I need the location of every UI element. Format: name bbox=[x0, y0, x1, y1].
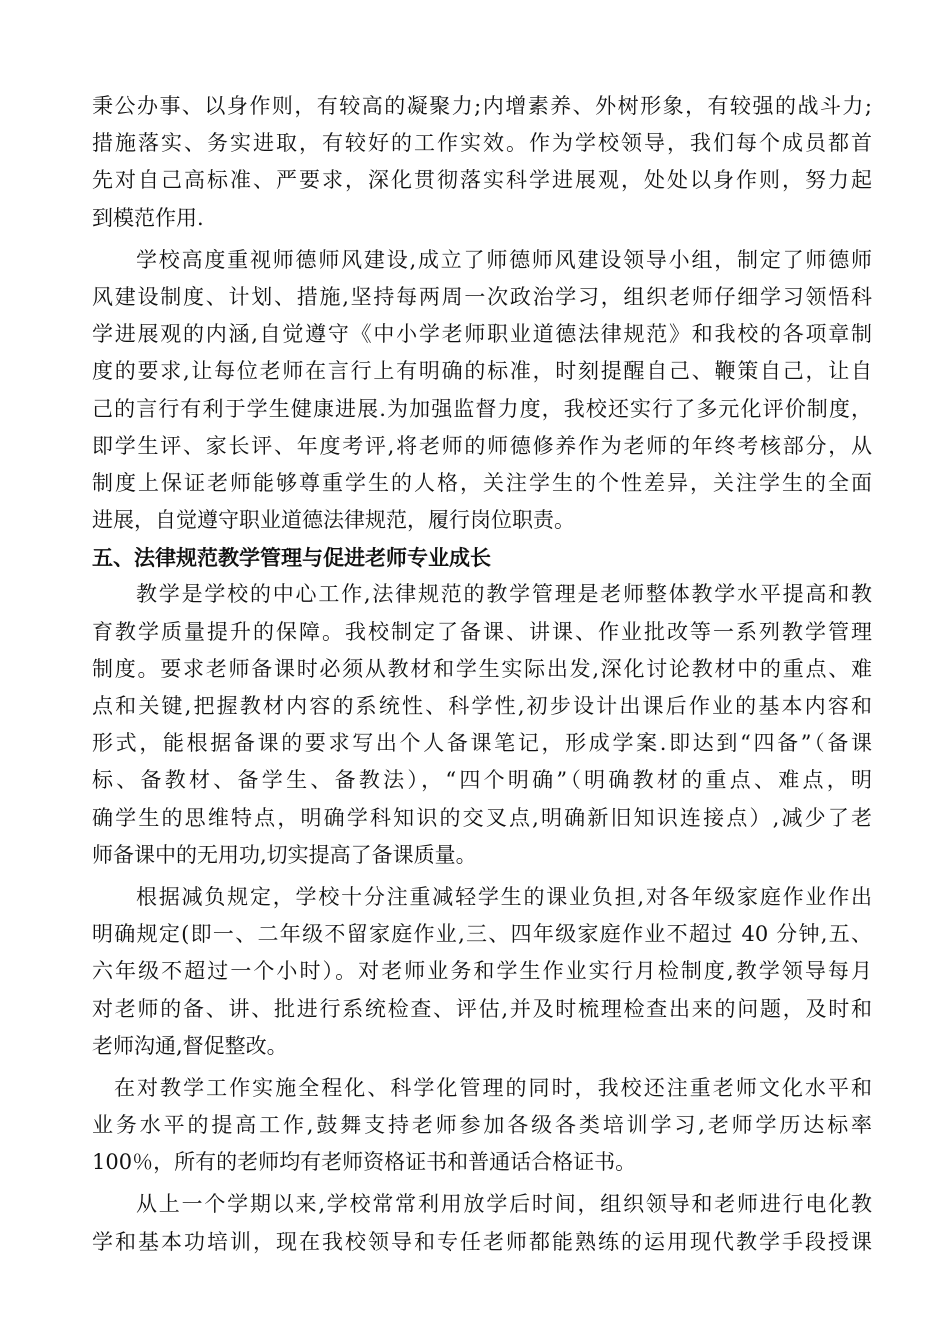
text-line: 制度。要求老师备课时必须从教材和学生实际出发,深化讨论教材中的重点、难 bbox=[92, 656, 872, 681]
text-line: 学和基本功培训，现在我校领导和专任老师都能熟练的运用现代教学手段授课 bbox=[92, 1229, 872, 1254]
text-line: 风建设制度、计划、措施,坚持每两周一次政治学习，组织老师仔细学习领悟科 bbox=[92, 284, 872, 309]
text-line: 在对教学工作实施全程化、科学化管理的同时，我校还注重老师文化水平和 bbox=[114, 1075, 872, 1100]
section-heading: 五、法律规范教学管理与促进老师专业成长 bbox=[92, 545, 491, 571]
paragraph-5 bbox=[92, 1070, 872, 1182]
text-line: 对老师的备、讲、批进行系统检查、评估,并及时梳理检查出来的问题，及时和 bbox=[92, 996, 872, 1021]
text-line: 即学生评、家长评、年度考评,将老师的师德修养作为老师的年终考核部分，从 bbox=[92, 433, 872, 458]
text-line: 度的要求,让每位老师在言行上有明确的标准，时刻提醒自己、鞭策自己，让自 bbox=[92, 359, 872, 384]
text-line: 明确规定(即一、二年级不留家庭作业,三、四年级家庭作业不超过 40 分钟,五、 bbox=[92, 922, 872, 947]
paragraph-3 bbox=[92, 576, 872, 874]
paragraph-2 bbox=[92, 242, 872, 540]
text-line: 进展，自觉遵守职业道德法律规范，履行岗位职责。 bbox=[92, 508, 575, 533]
paragraph-6 bbox=[92, 1186, 872, 1260]
text-line: 100％，所有的老师均有老师资格证书和普通话合格证书。 bbox=[92, 1150, 637, 1175]
text-line: 根据减负规定，学校十分注重减轻学生的课业负担,对各年级家庭作业作出 bbox=[136, 884, 872, 909]
text-line: 学校高度重视师德师风建设,成立了师德师风建设领导小组，制定了师德师 bbox=[136, 247, 872, 272]
text-line: 师备课中的无用功,切实提高了备课质量。 bbox=[92, 842, 477, 867]
text-line: 从上一个学期以来,学校常常利用放学后时间，组织领导和老师进行电化教 bbox=[136, 1192, 872, 1217]
paragraph-4 bbox=[92, 879, 872, 1065]
text-line: 先对自己高标准、严要求，深化贯彻落实科学进展观，处处以身作则，努力起 bbox=[92, 168, 872, 193]
text-line: 形式，能根据备课的要求写出个人备课笔记，形成学案.即达到“四备”（备课 bbox=[92, 731, 872, 756]
text-line: 六年级不超过一个小时）。对老师业务和学生作业实行月检制度,教学领导每月 bbox=[92, 959, 872, 984]
text-line: 业务水平的提高工作,鼓舞支持老师参加各级各类培训学习,老师学历达标率 bbox=[92, 1113, 872, 1138]
text-line: 点和关键,把握教材内容的系统性、科学性,初步设计出课后作业的基本内容和 bbox=[92, 694, 872, 718]
paragraph-1 bbox=[92, 88, 872, 237]
text-line: 措施落实、务实进取，有较好的工作实效。作为学校领导，我们每个成员都首 bbox=[92, 131, 872, 156]
text-line: 秉公办事、以身作则，有较高的凝聚力;内增素养、外树形象，有较强的战斗力; bbox=[92, 94, 872, 118]
text-line: 老师沟通,督促整改。 bbox=[92, 1033, 288, 1058]
text-line: 到模范作用. bbox=[92, 205, 204, 230]
text-line: 己的言行有利于学生健康进展.为加强监督力度，我校还实行了多元化评价制度， bbox=[92, 396, 872, 421]
document-page bbox=[92, 88, 872, 1261]
text-line: 确学生的思维特点，明确学科知识的交叉点,明确新旧知识连接点）,减少了老 bbox=[92, 805, 872, 830]
text-line: 学进展观的内涵,自觉遵守《中小学老师职业道德法律规范》和我校的各项章制 bbox=[92, 322, 872, 347]
text-line: 育教学质量提升的保障。我校制定了备课、讲课、作业批改等一系列教学管理 bbox=[92, 619, 872, 644]
text-line: 教学是学校的中心工作,法律规范的教学管理是老师整体教学水平提高和教 bbox=[136, 582, 872, 607]
text-line: 标、备教材、备学生、备教法），“四个明确”（明确教材的重点、难点，明 bbox=[92, 768, 872, 793]
text-line: 制度上保证老师能够尊重学生的人格，关注学生的个性差异，关注学生的全面 bbox=[92, 470, 872, 495]
